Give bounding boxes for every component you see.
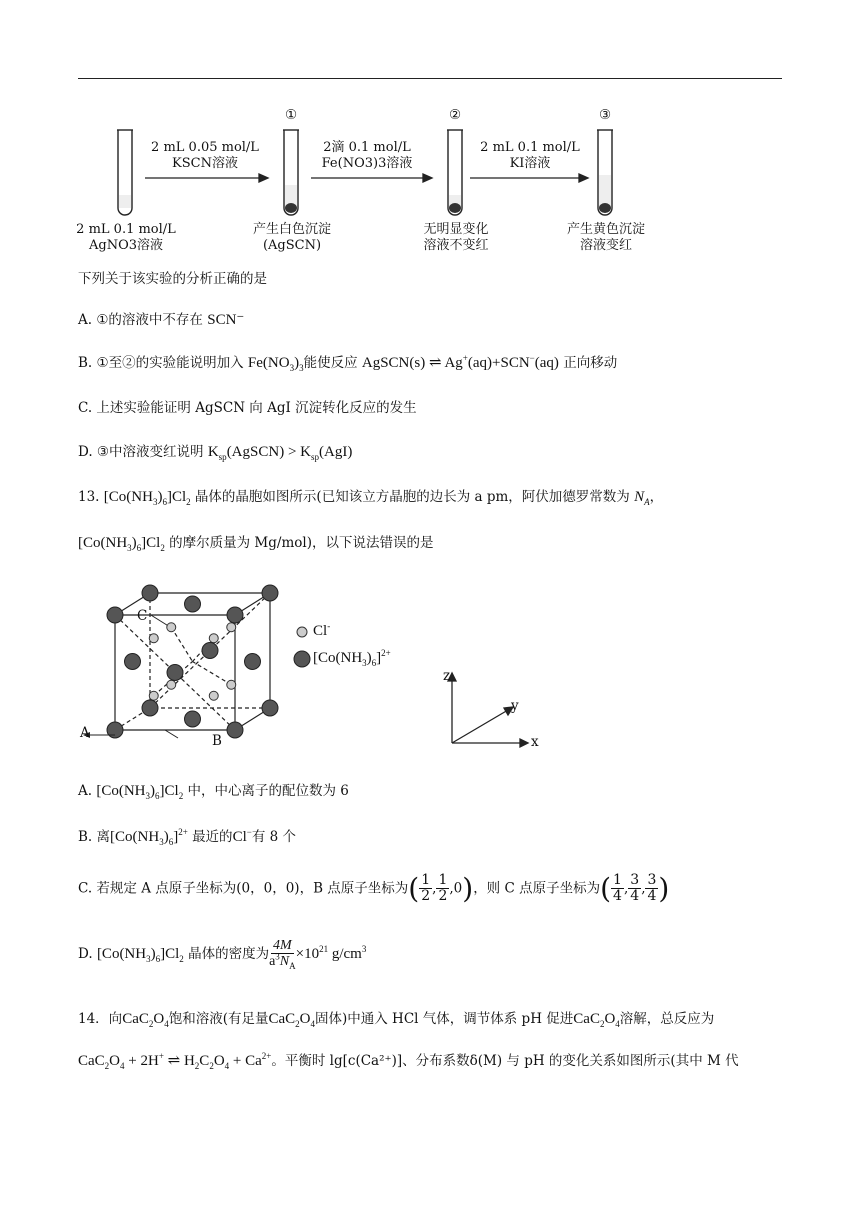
cl-ion xyxy=(149,634,158,643)
tube-caption-1: 产生白色沉淀 (AgSCN) xyxy=(252,222,331,253)
label-C: C xyxy=(137,608,148,624)
arrow-label-3: 2 mL 0.1 mol/L KI溶液 xyxy=(480,140,580,171)
label-A: A xyxy=(80,725,90,741)
legend-markers xyxy=(290,620,310,670)
reaction-arrow-3 xyxy=(470,174,588,182)
co-complex-ion xyxy=(227,722,243,738)
q12-option-c: C. 上述实验能证明 AgSCN 向 AgI 沉淀转化反应的发生 xyxy=(78,400,417,416)
q12-stem: 下列关于该实验的分析正确的是 xyxy=(78,271,267,287)
tube-marker-3: ③ xyxy=(598,107,612,123)
tube-marker-1: ① xyxy=(284,107,298,123)
test-tube-2 xyxy=(447,130,463,215)
reaction-arrow-2 xyxy=(311,174,432,182)
cl-ion xyxy=(149,691,158,700)
co-complex-ion xyxy=(125,654,141,670)
co-complex-ion xyxy=(262,700,278,716)
tube-caption-2: 无明显变化 溶液不变红 xyxy=(423,222,489,253)
test-tube-0 xyxy=(117,130,133,215)
test-tube-3 xyxy=(597,130,613,215)
legend-co: $[Co(NH_3)_6]^{2+}$ xyxy=(313,648,391,668)
tube-marker-2: ② xyxy=(448,107,462,123)
tube-caption-3: 产生黄色沉淀 溶液变红 xyxy=(566,222,645,253)
co-complex-ion xyxy=(107,607,123,623)
q13-option-d: D. $[Co(NH_3)_6]Cl_2$ 晶体的密度为 $\frac{4M}{a^3N_A}$ $\times 10^{21}$ $g/cm^3$ xyxy=(78,938,367,972)
co-complex-ion xyxy=(245,654,261,670)
tube-caption-0: 2 mL 0.1 mol/L AgNO3溶液 xyxy=(76,222,176,253)
cl-ion xyxy=(167,623,176,632)
co-complex-ion xyxy=(262,585,278,601)
co-complex-ion xyxy=(107,722,123,738)
q13-line2: $[Co(NH_3)_6]Cl_2$ 的摩尔质量为 Mg/mol)，以下说法错误的是 xyxy=(78,535,434,553)
axis-y: y xyxy=(511,698,519,714)
cl-ion xyxy=(227,680,236,689)
co-complex-ion xyxy=(185,596,201,612)
q13-option-c: C. 若规定 A 点原子坐标为(0，0，0)，B 点原子坐标为( $\frac{1}{2}$ , $\frac{1}{2}$ ,0)，则 C 点原子坐标为( $\frac{1}{4}$ , $\frac{3}{4}$ , $\frac{3}{4}$ ) xyxy=(78,871,670,905)
co-complex-ion xyxy=(142,585,158,601)
q12-option-a: A. ①的溶液中不存在 SCN⁻ xyxy=(78,312,245,328)
co-complex-ion xyxy=(185,711,201,727)
legend-cl: Cl- xyxy=(313,621,331,639)
q12-option-b: B. ①至②的实验能说明加入 $Fe(NO_3)_3$能使反应 AgSCN(s) ⇌ Ag+(aq)+SCN−(aq) 正向移动 xyxy=(78,353,618,373)
arrow-label-1: 2 mL 0.05 mol/L KSCN溶液 xyxy=(151,140,259,171)
co-complex-ion xyxy=(202,643,218,659)
q14-line1: 14．向$CaC_2O_4$饱和溶液(有足量$CaC_2O_4$固体)中通入 HCl 气体，调节体系 pH 促进$CaC_2O_4$溶解，总反应为 xyxy=(78,1011,715,1029)
co-complex-ion xyxy=(167,665,183,681)
crystal-cell-figure xyxy=(70,580,310,755)
cl-ion xyxy=(209,634,218,643)
q13-line1: 13. $[Co(NH_3)_6]Cl_2$ 晶体的晶胞如图所示(已知该立方晶胞的边长为 a pm，阿伏加德罗常数为 $N_A$， xyxy=(78,489,664,507)
co-complex-ion xyxy=(142,700,158,716)
q13-option-b: B. 离$[Co(NH_3)_6]^{2+}$ 最近的Cl−有 8 个 xyxy=(78,827,296,847)
label-B: B xyxy=(212,733,222,749)
q13-option-a: A. $[Co(NH_3)_6]Cl_2$ 中，中心离子的配位数为 6 xyxy=(78,783,349,801)
test-tube-1 xyxy=(283,130,299,215)
axis-z: z xyxy=(443,668,451,684)
arrow-label-2: 2滴 0.1 mol/L Fe(NO3)3溶液 xyxy=(321,140,413,171)
cl-ion xyxy=(227,623,236,632)
q14-line2: $CaC_2O_4 + 2H^+$ ⇌ $H_2C_2O_4 + Ca^{2+}$。平衡时 lg[c(Ca²⁺)]、分布系数δ(M) 与 pH 的变化关系如图所示(其中 M 代 xyxy=(78,1051,739,1071)
axis-x: x xyxy=(531,734,539,750)
reaction-arrow-1 xyxy=(145,174,268,182)
co-complex-ion xyxy=(227,607,243,623)
q12-option-d: D. ③中溶液变红说明 $K_{sp}(AgSCN) > K_{sp}(AgI)$ xyxy=(78,444,353,462)
cl-ion xyxy=(209,691,218,700)
cl-ion xyxy=(167,680,176,689)
